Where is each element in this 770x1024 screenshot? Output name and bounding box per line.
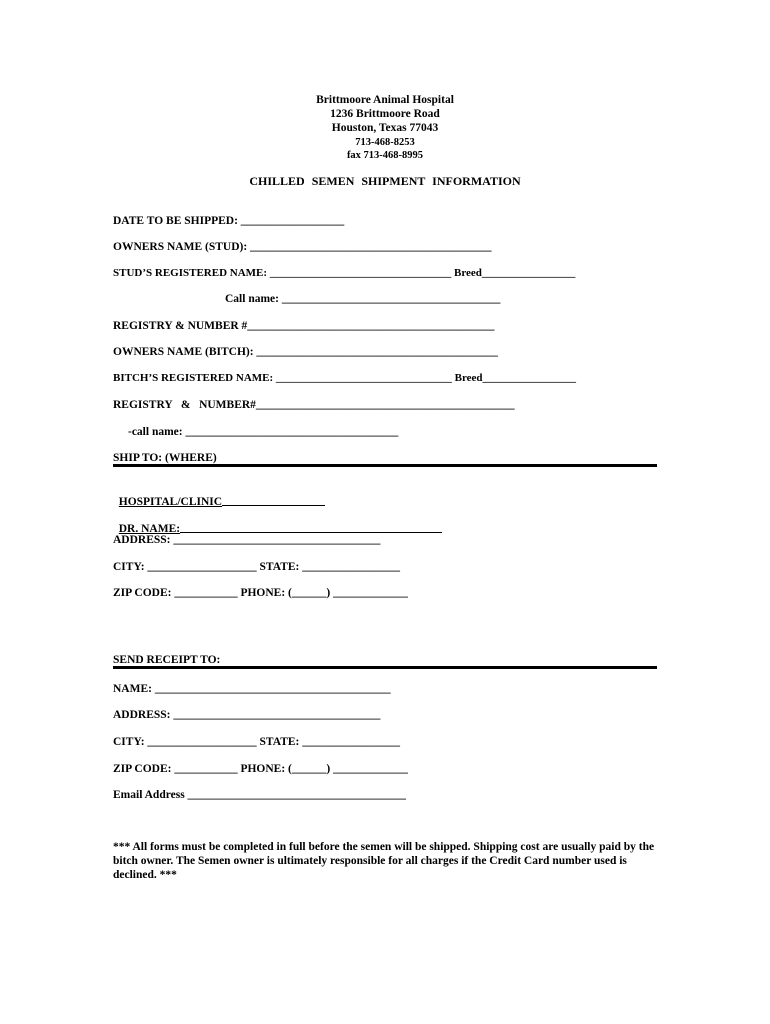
form-title: CHILLED SEMEN SHIPMENT INFORMATION <box>249 174 521 188</box>
hospital-fax: fax 713-468-8995 <box>346 150 424 161</box>
footer-note: *** All forms must be completed in full before the semen will be shipped. Shipping cost are usually paid by the bitch owner. The Semen owner is ultimately responsible for all charges if the Credit Card number used is declined. *** <box>113 841 655 881</box>
hospital-clinic-line <box>222 494 325 506</box>
hospital-city: Houston, Texas 77043 <box>331 122 439 134</box>
send-receipt-heading: SEND RECEIPT TO: <box>113 654 221 666</box>
hospital-street: 1236 Brittmoore Road <box>330 108 440 120</box>
ship-zip-phone-field[interactable]: ZIP CODE: ___________ PHONE: (______) _____________ <box>113 587 408 599</box>
ship-city-state-field[interactable]: CITY: ___________________ STATE: _________________ <box>113 561 400 573</box>
dr-name-line <box>180 521 442 533</box>
studs-registered-name-field[interactable]: STUD’S REGISTERED NAME: _________________________________ Breed_________________ <box>113 267 576 279</box>
ship-to-divider <box>113 464 657 467</box>
bitch-registry-number-field[interactable]: REGISTRY & NUMBER#_____________________________________________ <box>113 399 515 411</box>
bitchs-registered-name-field[interactable]: BITCH’S REGISTERED NAME: ________________________________ Breed_________________ <box>113 372 577 384</box>
receipt-zip-phone-field[interactable]: ZIP CODE: ___________ PHONE: (______) _____________ <box>113 763 408 775</box>
ship-to-heading: SHIP TO: (WHERE) <box>113 452 217 464</box>
owners-name-stud-field[interactable]: OWNERS NAME (STUD): __________________________________________ <box>113 241 492 253</box>
receipt-name-field[interactable]: NAME: _________________________________________ <box>113 683 391 695</box>
hospital-name: Brittmoore Animal Hospital <box>316 94 454 106</box>
stud-registry-number-field[interactable]: REGISTRY & NUMBER #___________________________________________ <box>113 320 495 332</box>
stud-call-name-field[interactable]: Call name: ______________________________________ <box>225 293 501 305</box>
bitch-call-name-field[interactable]: -call name: _____________________________________ <box>128 426 399 438</box>
owners-name-bitch-field[interactable]: OWNERS NAME (BITCH): __________________________________________ <box>113 346 498 358</box>
receipt-divider <box>113 666 657 669</box>
dr-name-field[interactable] <box>113 507 442 536</box>
hospital-clinic-label: HOSPITAL/CLINIC <box>118 496 223 508</box>
dr-name-label: DR. NAME: <box>118 523 181 535</box>
hospital-phone: 713-468-8253 <box>355 137 415 148</box>
date-to-be-shipped-field[interactable]: DATE TO BE SHIPPED: __________________ <box>113 215 345 227</box>
receipt-email-field[interactable]: Email Address ______________________________________ <box>113 789 407 801</box>
receipt-city-state-field[interactable]: CITY: ___________________ STATE: _________________ <box>113 736 400 748</box>
receipt-address-field[interactable]: ADDRESS: ____________________________________ <box>113 709 381 721</box>
ship-address-field[interactable]: ADDRESS: ____________________________________ <box>113 534 381 546</box>
hospital-clinic-field[interactable] <box>113 480 325 509</box>
